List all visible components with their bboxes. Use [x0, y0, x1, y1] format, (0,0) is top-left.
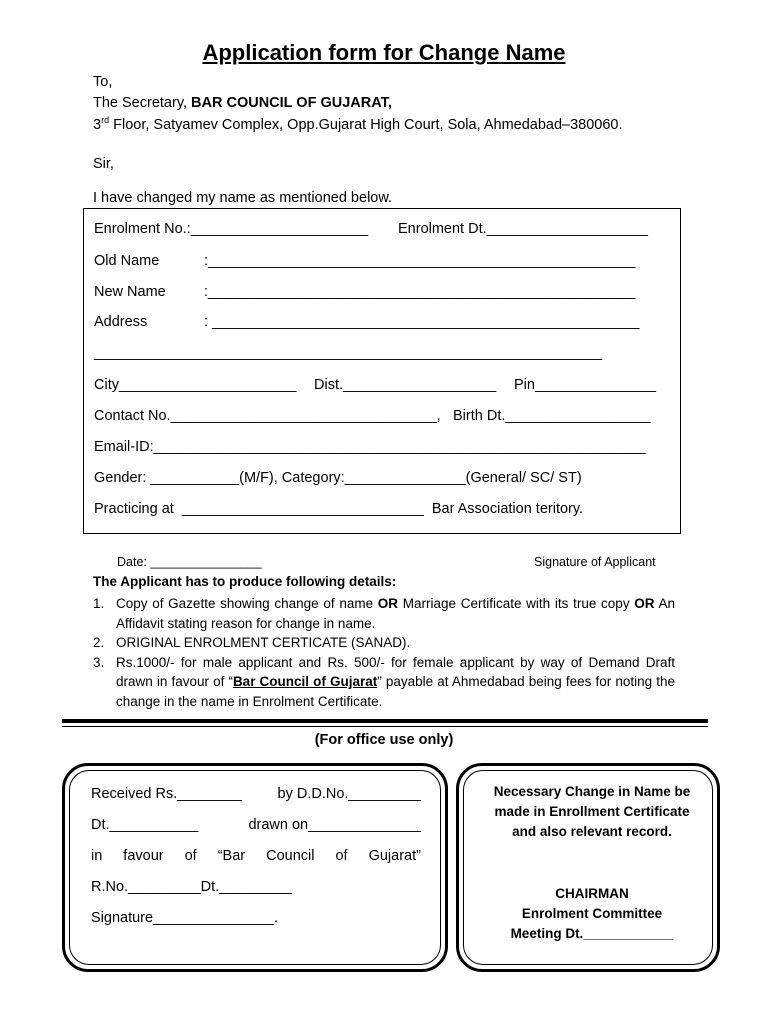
salutation: Sir,	[93, 156, 114, 172]
new-name-label: New Name	[94, 284, 166, 300]
meeting-date-field[interactable]	[462, 924, 722, 944]
contact-field[interactable]: Contact No._________________________________,	[94, 408, 441, 424]
favour-word: of	[184, 848, 197, 864]
pin-field[interactable]: Pin_______________	[514, 377, 656, 393]
dist-field[interactable]: Dist.___________________	[314, 377, 497, 393]
new-name-field[interactable]: :_____________________________________________________	[204, 284, 636, 300]
received-amount: Received Rs.________	[91, 786, 242, 802]
birth-dt-field[interactable]: Birth Dt.__________________	[453, 408, 651, 424]
committee-name: Enrolment Committee	[521, 906, 663, 921]
list-number: 1.	[93, 596, 105, 611]
address-rest: Floor, Satyamev Complex, Opp.Gujarat High Court, Sola, Ahmedabad–380060.	[109, 116, 623, 133]
dd-number: by D.D.No._________	[277, 786, 421, 802]
chairman-title: CHAIRMAN	[555, 886, 629, 901]
favour-word: favour	[123, 848, 164, 864]
old-name-field[interactable]: :_____________________________________________________	[204, 253, 636, 269]
list-item	[93, 594, 675, 633]
address-line	[93, 115, 623, 133]
intro-text: I have changed my name as mentioned below.	[93, 190, 393, 206]
favour-word: Gujarat”	[368, 848, 421, 864]
receipt-no-field[interactable]: R.No._________Dt._________	[91, 879, 292, 895]
address-field[interactable]: : _____________________________________________________	[204, 314, 640, 330]
favour-line	[91, 848, 421, 864]
council-name: BAR COUNCIL OF GUJARAT,	[191, 95, 392, 111]
city-field[interactable]: City______________________	[94, 377, 297, 393]
to-line: To,	[93, 74, 113, 90]
req-text: An Affidavit stating reason for change in name.	[116, 596, 675, 631]
enrolment-dt-field[interactable]: Enrolment Dt.____________________	[398, 221, 648, 237]
note-line: and also relevant record.	[512, 824, 672, 839]
favour-word: Council	[266, 848, 315, 864]
meeting-blank: ____________	[583, 926, 674, 941]
email-field[interactable]: Email-ID:_____________________________________________________________	[94, 439, 646, 455]
favour-word: of	[335, 848, 348, 864]
req-text: ” payable at Ahmedabad being fees for noting the change in the name in Enrolment Certificate.	[116, 674, 675, 709]
floor-number: 3	[93, 116, 102, 133]
req-text: ORIGINAL ENROLMENT CERTICATE (SANAD).	[116, 635, 411, 650]
list-item	[93, 653, 675, 712]
list-number: 2.	[93, 635, 105, 650]
practicing-field[interactable]	[94, 501, 583, 517]
req-text: Copy of Gazette showing change of name	[116, 596, 378, 611]
or-word: OR	[377, 596, 399, 611]
divider-thick	[62, 719, 708, 723]
list-item	[93, 633, 675, 653]
req-text: Marriage Certificate with its true copy	[398, 596, 635, 611]
details-box	[83, 208, 681, 534]
dd-date: Dt.___________	[91, 817, 199, 833]
secretary-line	[93, 95, 392, 111]
old-name-label: Old Name	[94, 253, 160, 269]
requirements-list	[93, 594, 675, 711]
signature-label: Signature of Applicant	[534, 555, 656, 569]
address-line2-field[interactable]: _______________________________________________________________	[94, 345, 603, 361]
receipt-signature-field[interactable]: Signature_______________.	[91, 910, 279, 926]
page-title: Application form for Change Name	[202, 40, 566, 65]
secretary-prefix: The Secretary,	[93, 95, 192, 111]
date-field[interactable]: Date: ________________	[117, 555, 262, 569]
note-line: Necessary Change in Name be	[493, 784, 691, 799]
favour-word: in	[91, 848, 103, 864]
chairman-block	[462, 884, 722, 944]
received-line[interactable]	[91, 786, 421, 802]
approval-note	[462, 782, 722, 842]
gender-category-field[interactable]: Gender: ___________(M/F), Category:_______________(General/ SC/ ST)	[94, 470, 582, 486]
requirements-heading: The Applicant has to produce following details:	[93, 574, 397, 589]
note-line: made in Enrollment Certificate	[494, 804, 690, 819]
drawn-on: drawn on______________	[248, 817, 421, 833]
payee-name: Bar Council of Gujarat	[232, 674, 378, 689]
meeting-label: Meeting Dt.	[510, 926, 584, 941]
list-number: 3.	[93, 654, 105, 670]
divider-thin	[62, 726, 708, 727]
practicing-suffix: Bar Association teritory.	[431, 501, 584, 517]
floor-suffix: rd	[101, 115, 110, 125]
address-label: Address	[94, 314, 148, 330]
practicing-prefix: Practicing at ______________________________	[94, 501, 432, 517]
favour-word: “Bar	[217, 848, 246, 864]
office-use-heading: (For office use only)	[314, 732, 454, 748]
enrolment-no-field[interactable]: Enrolment No.:______________________	[94, 221, 369, 237]
or-word: OR	[634, 596, 655, 611]
req-text: Rs.1000/- for male applicant and Rs. 500/- for female applicant by way of Demand Draft drawn in favour of “	[116, 654, 675, 689]
dd-date-line[interactable]	[91, 817, 421, 833]
